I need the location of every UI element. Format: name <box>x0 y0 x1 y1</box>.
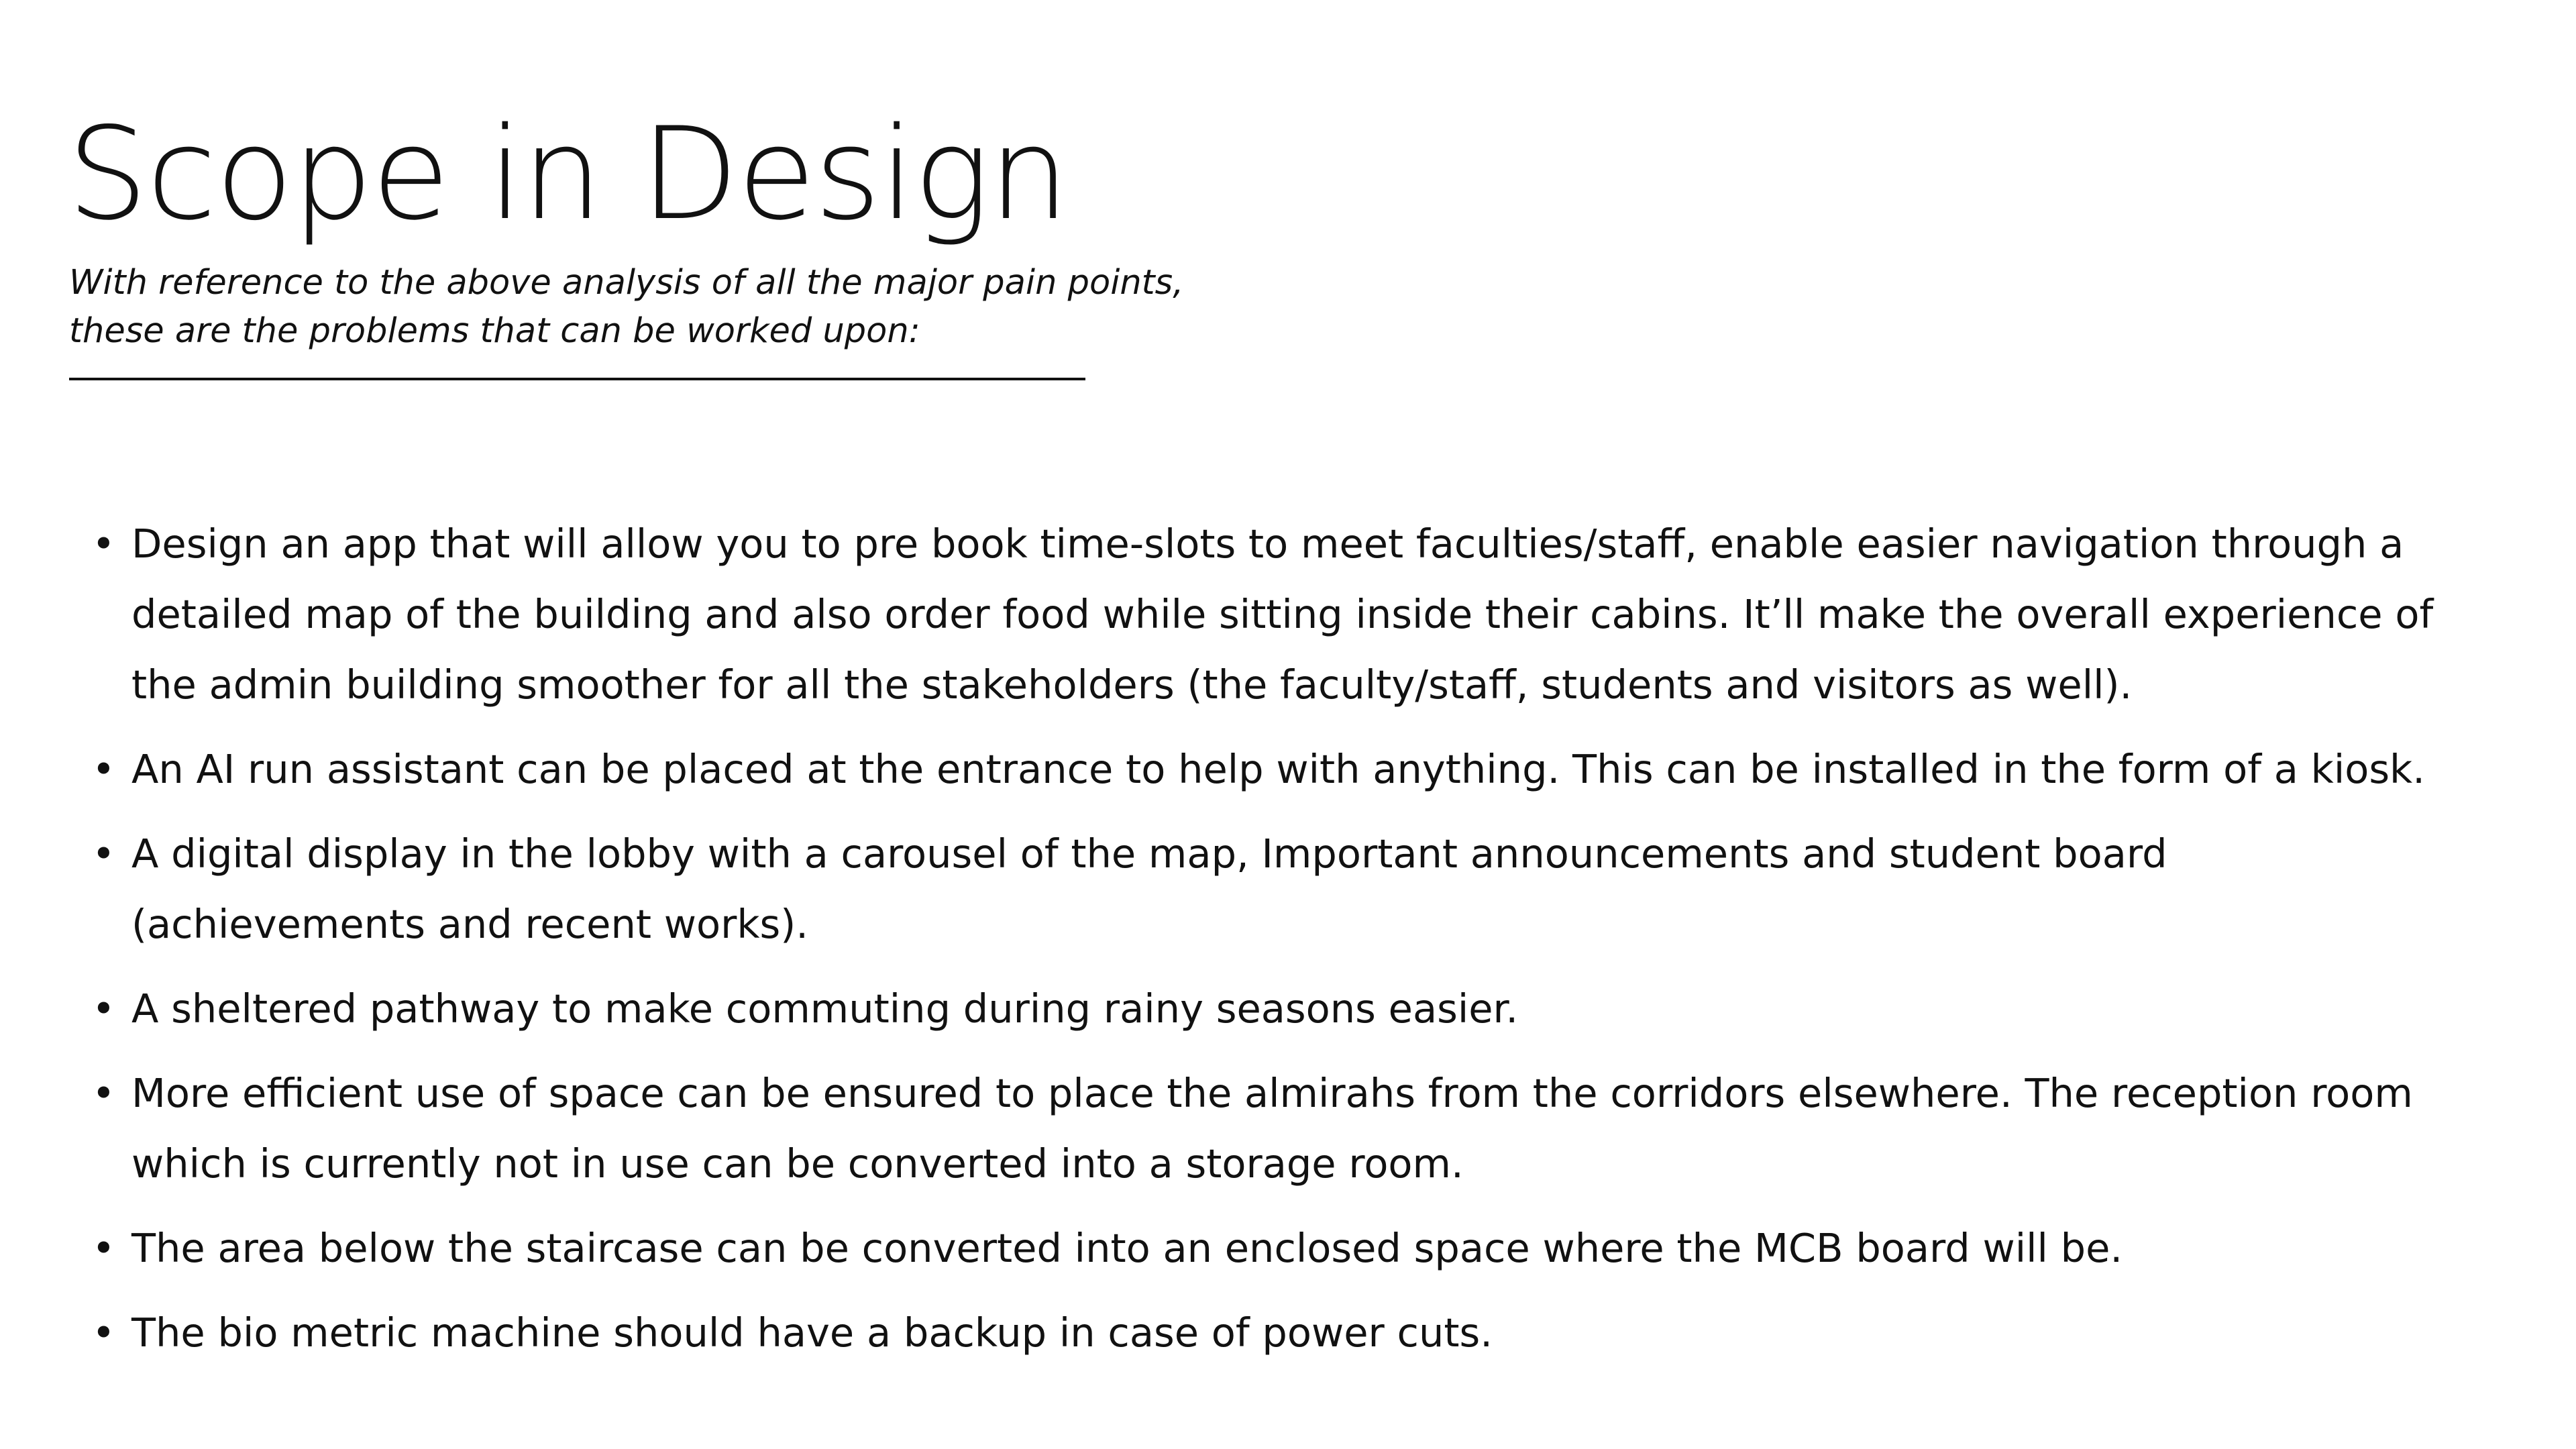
scope-item-line: (achievements and recent works). <box>131 901 809 947</box>
title-divider <box>69 378 1085 380</box>
scope-item-line: Design an app that will allow you to pre book time-slots to meet faculties/staff, enable easier navigation through a <box>131 521 2404 567</box>
scope-item-line: A digital display in the lobby with a carousel of the map, Important announcements and student board <box>131 830 2167 877</box>
scope-item-ai-assistant <box>92 734 2540 804</box>
scope-item-line: More efficient use of space can be ensured to place the almirahs from the corridors elsewhere. The reception room <box>131 1070 2413 1116</box>
bullet-icon: • <box>92 830 115 877</box>
bullet-icon: • <box>92 521 115 567</box>
scope-item-digital-display <box>92 818 2540 959</box>
scope-item-staircase-space <box>92 1213 2540 1283</box>
scope-item-sheltered-pathway <box>92 973 2540 1044</box>
subtitle-line: With reference to the above analysis of all the major pain points, <box>69 263 1184 303</box>
bullet-icon: • <box>92 1309 115 1356</box>
subtitle-line: these are the problems that can be worked upon: <box>69 311 920 351</box>
scope-item-app <box>92 508 2540 720</box>
scope-item-line: which is currently not in use can be converted into a storage room. <box>131 1140 1464 1187</box>
scope-item-biometric-backup <box>92 1297 2540 1368</box>
bullet-icon: • <box>92 1070 115 1116</box>
scope-item-line: The area below the staircase can be converted into an enclosed space where the MCB board will be. <box>131 1225 2123 1271</box>
bullet-icon: • <box>92 746 115 792</box>
slide-title: Scope in Design <box>67 100 1069 248</box>
scope-list <box>92 508 2540 1382</box>
scope-item-line: A sheltered pathway to make commuting during rainy seasons easier. <box>131 985 1519 1032</box>
scope-item-line: the admin building smoother for all the stakeholders (the faculty/staff, students and visitors as well). <box>131 661 2133 708</box>
bullet-icon: • <box>92 1225 115 1271</box>
scope-item-line: The bio metric machine should have a backup in case of power cuts. <box>131 1309 1493 1356</box>
scope-item-space-efficiency <box>92 1058 2540 1199</box>
bullet-icon: • <box>92 985 115 1032</box>
scope-item-line: An AI run assistant can be placed at the entrance to help with anything. This can be installed in the form of a kiosk. <box>131 746 2425 792</box>
scope-item-line: detailed map of the building and also order food while sitting inside their cabins. It’ll make the overall experience of <box>131 591 2434 637</box>
slide-subtitle <box>69 259 1210 356</box>
